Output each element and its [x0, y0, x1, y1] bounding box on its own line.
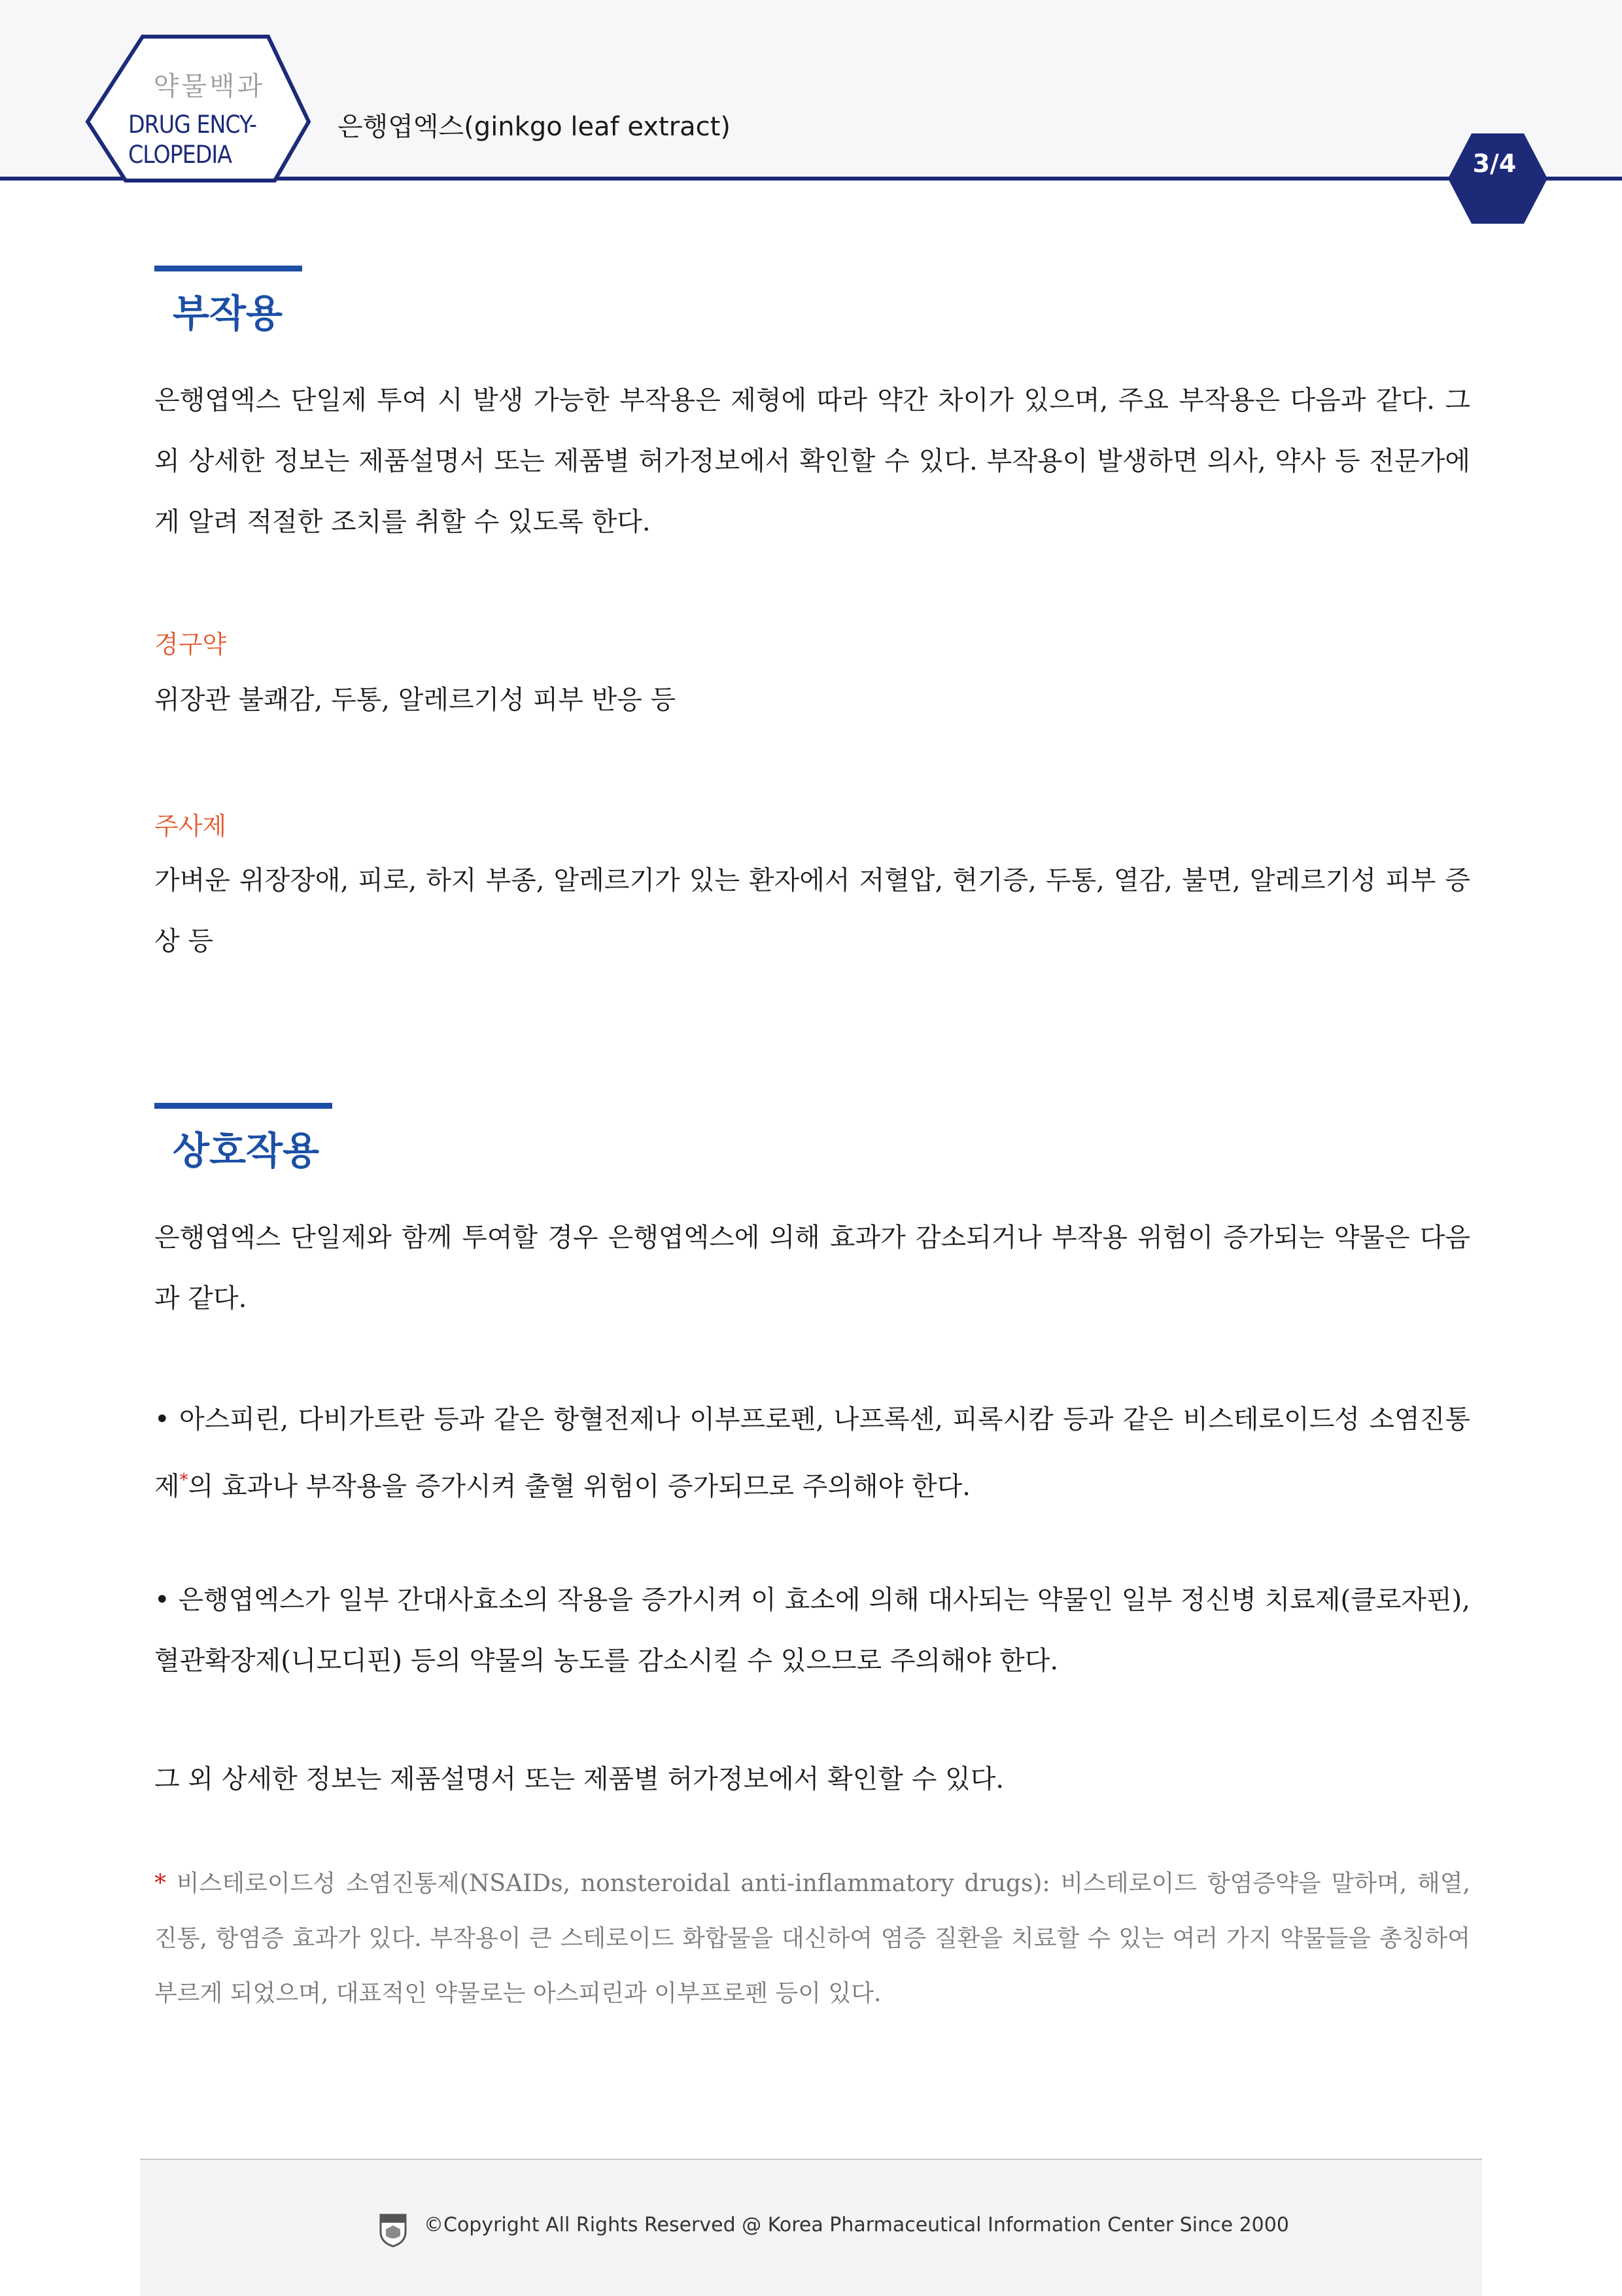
logo-korean-text: 약물백과 — [153, 71, 266, 101]
interactions-heading: 상호작용 — [173, 1128, 320, 1173]
nsaid-footnote — [154, 1856, 1470, 2021]
oral-side-effects: 위장관 불쾌감, 두통, 알레르기성 피부 반응 등 — [154, 685, 676, 715]
side-effects-intro: 은행엽엑스 단일제 투여 시 발생 가능한 부작용은 제형에 따라 약간 차이가 있으며, 주요 부작용은 다음과 같다. 그 외 상세한 정보는 제품설명서 또는 제품별 허가정보에서 확인할 수 있다. 부작용이 발생하면 의사, 약사 등 전문가에게 알려 적절한 조치를 취할 수 있도록 한다. — [154, 385, 1470, 537]
interaction-bullet-nsaids — [154, 1389, 1470, 1517]
page-number: 3/4 — [1472, 149, 1517, 178]
document-title: 은행엽엑스(ginkgo leaf extract) — [337, 112, 731, 142]
footnote-text: 비스테로이드성 소염진통제(NSAIDs, nonsteroidal anti-inflammatory drugs): 비스테로이드 항염증약을 말하며, 해열, 진통, 항염증 효과가 있다. 부작용이 큰 스테로이드 화합물을 대신하여 염증 질환을 치료할 수 있는 여러 가지 약물들을 총칭하여 부르게 되었으며, 대표적인 약물로는 아스피린과 이부프로펜 등이 있다. — [154, 1870, 1470, 2007]
logo-english-line2: CLOPEDIA — [128, 141, 232, 169]
side-effects-heading: 부작용 — [173, 291, 283, 336]
footnote-marker: * — [179, 1470, 188, 1490]
injection-side-effects: 가벼운 위장장애, 피로, 하지 부종, 알레르기가 있는 환자에서 저혈압, 현기증, 두통, 열감, 불면, 알레르기성 피부 증상 등 — [154, 865, 1470, 956]
section-accent-bar — [154, 266, 302, 271]
interactions-intro: 은행엽엑스 단일제와 함께 투여할 경우 은행엽엑스에 의해 효과가 감소되거나 부작용 위험이 증가되는 약물은 다음과 같다. — [154, 1223, 1470, 1313]
copyright-text: ©Copyright All Rights Reserved @ Korea Pharmaceutical Information Center Since 2000 — [424, 2214, 1289, 2236]
interaction-bullet-enzyme: • 은행엽엑스가 일부 간대사효소의 작용을 증가시켜 이 효소에 의해 대사되는 약물인 일부 정신병 치료제(클로자핀), 혈관확장제(니모디핀) 등의 약물의 농도를 감소시킬 수 있으므로 주의해야 한다. — [154, 1585, 1470, 1676]
page-number-badge — [1445, 131, 1550, 226]
logo-english-line1: DRUG ENCY- — [128, 111, 256, 139]
footnote-star: * — [154, 1870, 166, 1897]
bullet-text: • 아스피린, 다비가트란 등과 같은 항혈전제나 이부프로펜, 나프록센, 피록시캄 등과 같은 비스테로이드성 소염진통제 — [154, 1404, 1470, 1502]
kpic-crest-icon — [378, 2212, 408, 2249]
bullet-text-continued: 의 효과나 부작용을 증가시켜 출혈 위험이 증가되므로 주의해야 한다. — [188, 1471, 971, 1502]
injection-subheading: 주사제 — [154, 812, 227, 841]
oral-subheading: 경구약 — [154, 630, 227, 659]
section-accent-bar — [154, 1103, 332, 1109]
logo-english-text — [128, 110, 298, 170]
interactions-closing: 그 외 상세한 정보는 제품설명서 또는 제품별 허가정보에서 확인할 수 있다. — [154, 1764, 1005, 1794]
